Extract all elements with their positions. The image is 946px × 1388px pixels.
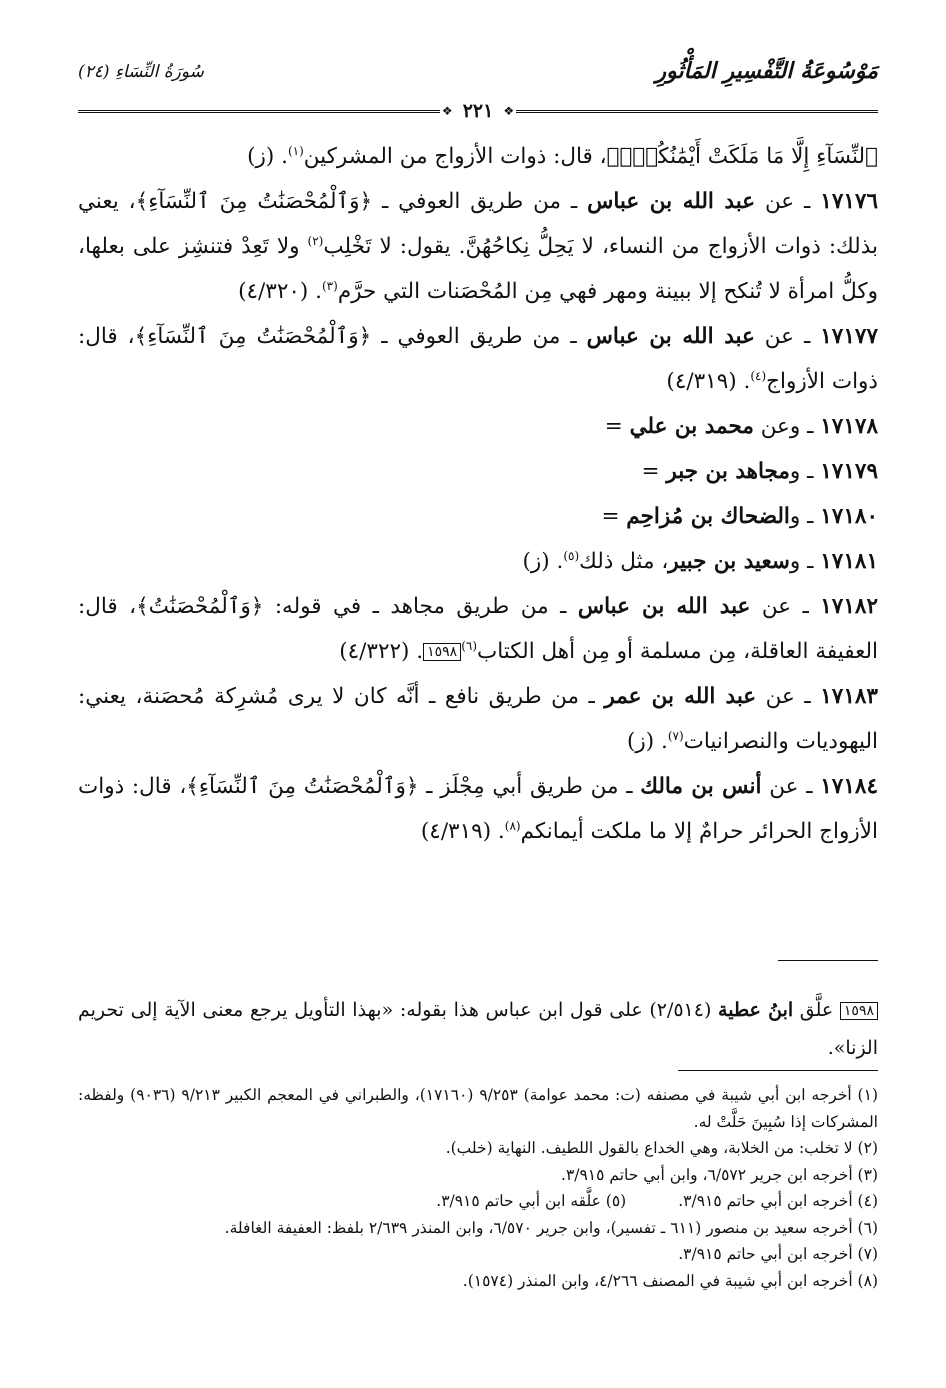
narration-number: ١٧١٧٨ — [820, 414, 878, 439]
header-rule — [78, 100, 878, 122]
narration-17177 — [78, 314, 878, 404]
text-run: ـ عن — [756, 684, 821, 709]
footnote-8: (٨) أخرجه ابن أبي شيبة في المصنف ٤/٢٦٦، وابن المنذر (١٥٧٤). — [462, 1271, 878, 1290]
text-run: ـ وعن — [753, 414, 821, 439]
paragraph-text: ٱلنِّسَآءِ إِلَّا مَا مَلَكَتْ أَيْمَٰنُكُمْۖ﴾، قال: ذوات الأزواج من المشركين — [303, 144, 878, 169]
text-run: ـ من طريق أبي مِجْلَز ـ ﴿وَٱلْمُحْصَنَٰتُ مِنَ ٱلنِّسَآءِ﴾، قال: ذوات الأزواج الحرائر حرامٌ إلا ما ملكت أيمانكم — [78, 774, 878, 844]
text-run: علَّق — [793, 999, 840, 1021]
paragraph-continued — [78, 134, 878, 179]
narration-number: ١٧١٨٠ — [820, 504, 878, 529]
narrator-name: مجاهد بن جبر — [666, 459, 790, 484]
text-run: ولا تَعِدْ فتنشِز على بعلها، وكلُّ امرأة لا تُنكح إلا ببينة ومهر فهي مِن المُحْصَنات التي حرَّم — [78, 234, 878, 304]
narrator-name: عبد الله بن عباس — [577, 594, 751, 619]
surah-label: سُورَةُ النِّسَاءِ (٢٤) — [78, 62, 204, 82]
footnote-2: (٢) لا تخلب: من الخلابة، وهي الخداع بالقول اللطيف. النهاية (خلب). — [445, 1139, 878, 1157]
footnote-3: (٣) أخرجه ابن جرير ٦/٥٧٢، وابن أبي حاتم ٣/٩١٥. — [561, 1165, 878, 1184]
footnote-7: (٧) أخرجه ابن أبي حاتم ٣/٩١٥. — [678, 1245, 878, 1263]
narrator-name: الضحاك بن مُزاحِم — [626, 504, 790, 529]
reference: . (٤/٣١٩) — [420, 819, 505, 844]
page-header — [78, 52, 878, 88]
narration-17181 — [78, 539, 878, 584]
narration-17176 — [78, 179, 878, 314]
reference: . (ز) — [522, 549, 564, 574]
main-text — [78, 134, 878, 854]
footnote-marker: (٥) — [563, 548, 580, 563]
text-run: ـ و — [789, 504, 821, 529]
reference: . (ز) — [626, 729, 668, 754]
commentary-divider — [778, 960, 878, 961]
footnote-marker: (٦) — [461, 638, 478, 653]
text-run: ، مثل ذلك — [579, 549, 669, 574]
text-run: ـ من طريق مجاهد ـ في قوله: ﴿وَٱلْمُحْصَنَٰتُ﴾، قال: العفيفة العاقلة، مِن مسلمة أو مِن أهل الكتاب — [78, 594, 878, 664]
commentary-number: ١٥٩٨ — [840, 1002, 878, 1020]
narrator-name: محمد بن علي — [629, 414, 754, 439]
reference: . (٤/٣٢٢) — [339, 639, 424, 664]
book-page — [78, 52, 879, 1290]
narration-number: ١٧١٨٣ — [820, 684, 878, 709]
text-run: = — [641, 459, 667, 484]
ornament-icon: ❖ — [441, 104, 453, 118]
footnotes — [78, 1082, 878, 1294]
commentary-text: (٢/٥١٤) على قول ابن عباس هذا بقوله: «بهذا التأويل يرجع معنى الآية إلى تحريم الزنا». — [78, 999, 878, 1059]
narration-17179 — [78, 449, 878, 494]
commentary-note — [78, 991, 878, 1067]
footnote-1: (١) أخرجه ابن أبي شيبة في مصنفه (ت: محمد عوامة) ٩/٢٥٣ (١٧١٦٠)، والطبراني في المعجم الكبير ٩/٢١٣ (٩٠٣٦) ولفظه: المشركات إذا سُبِينَ حَلَّتْ له. — [78, 1086, 878, 1131]
footnote-marker: (٨) — [504, 818, 521, 833]
text-run: ـ عن — [761, 774, 821, 799]
text-run: = — [601, 504, 627, 529]
reference: . (٤/٣١٩) — [666, 369, 751, 394]
reference: . (٤/٣٢٠) — [238, 279, 322, 304]
footnote-pair — [78, 1188, 878, 1215]
narrator-name: عبد الله بن عباس — [587, 189, 756, 214]
narration-17178 — [78, 404, 878, 449]
narration-17184 — [78, 764, 878, 854]
text-run: ـ من طريق العوفي ـ ﴿وَٱلْمُحْصَنَٰتُ مِنَ ٱلنِّسَآءِ﴾، قال: ذوات الأزواج — [78, 324, 878, 394]
narration-number: ١٧١٧٩ — [820, 459, 878, 484]
text-run: ـ و — [789, 549, 821, 574]
narration-17182 — [78, 584, 878, 674]
narration-number: ١٧١٧٧ — [820, 324, 878, 349]
text-run: ـ من طريق العوفي ـ ﴿وَٱلْمُحْصَنَٰتُ مِنَ ٱلنِّسَآءِ﴾، يعني بذلك: ذوات الأزواج من النساء، لا يَحِلُّ نِكاحُهُنَّ. يقول: لا تَخْلِب — [78, 189, 878, 259]
header-rule-line — [516, 110, 878, 113]
commentary-marker: ١٥٩٨ — [423, 643, 461, 661]
text-run: ـ عن — [750, 594, 821, 619]
narrator-name: عبد الله بن عمر — [604, 684, 757, 709]
narration-number: ١٧١٨١ — [820, 549, 878, 574]
text-run: ـ و — [789, 459, 821, 484]
narration-17183 — [78, 674, 878, 764]
header-rule-line — [78, 110, 440, 113]
footnote-marker: (٣) — [321, 278, 338, 293]
narrator-name: أنس بن مالك — [640, 774, 762, 799]
text-run: ـ عن — [754, 324, 821, 349]
narration-number: ١٧١٧٦ — [820, 189, 879, 214]
commentator-name: ابنُ عطية — [718, 999, 794, 1021]
footnote-marker: (١) — [287, 143, 304, 158]
book-title: مَوْسُوعَةُ التَّفْسِيرِ المَأْثُورِ — [655, 58, 878, 84]
text-run: = — [604, 414, 630, 439]
reference: . (ز) — [247, 144, 288, 169]
footnote-5: (٥) علَّقه ابن أبي حاتم ٣/٩١٥. — [436, 1192, 627, 1210]
footnote-marker: (٢) — [307, 233, 324, 248]
footnote-marker: (٤) — [750, 368, 767, 383]
text-run: ـ من طريق نافع ـ أنَّه كان لا يرى مُشرِكة مُحصَنة، يعني: اليهوديات والنصرانيات — [78, 684, 878, 754]
footnote-marker: (٧) — [667, 728, 684, 743]
narration-number: ١٧١٨٢ — [820, 594, 878, 619]
footnote-6: (٦) أخرجه سعيد بن منصور (٦١١ ـ تفسير)، وابن جرير ٦/٥٧٠، وابن المنذر ٢/٦٣٩ بلفظ: العفيفة الغافلة. — [224, 1218, 878, 1237]
narrator-name: عبد الله بن عباس — [586, 324, 755, 349]
footnote-divider — [678, 1070, 878, 1071]
page-number: ٢٢١ — [462, 100, 494, 122]
narration-17180 — [78, 494, 878, 539]
text-run: ـ عن — [755, 189, 821, 214]
footnote-4: (٤) أخرجه ابن أبي حاتم ٣/٩١٥. — [678, 1192, 878, 1210]
ornament-icon: ❖ — [503, 104, 515, 118]
narration-number: ١٧١٨٤ — [820, 774, 878, 799]
narrator-name: سعيد بن جبير — [668, 549, 790, 574]
